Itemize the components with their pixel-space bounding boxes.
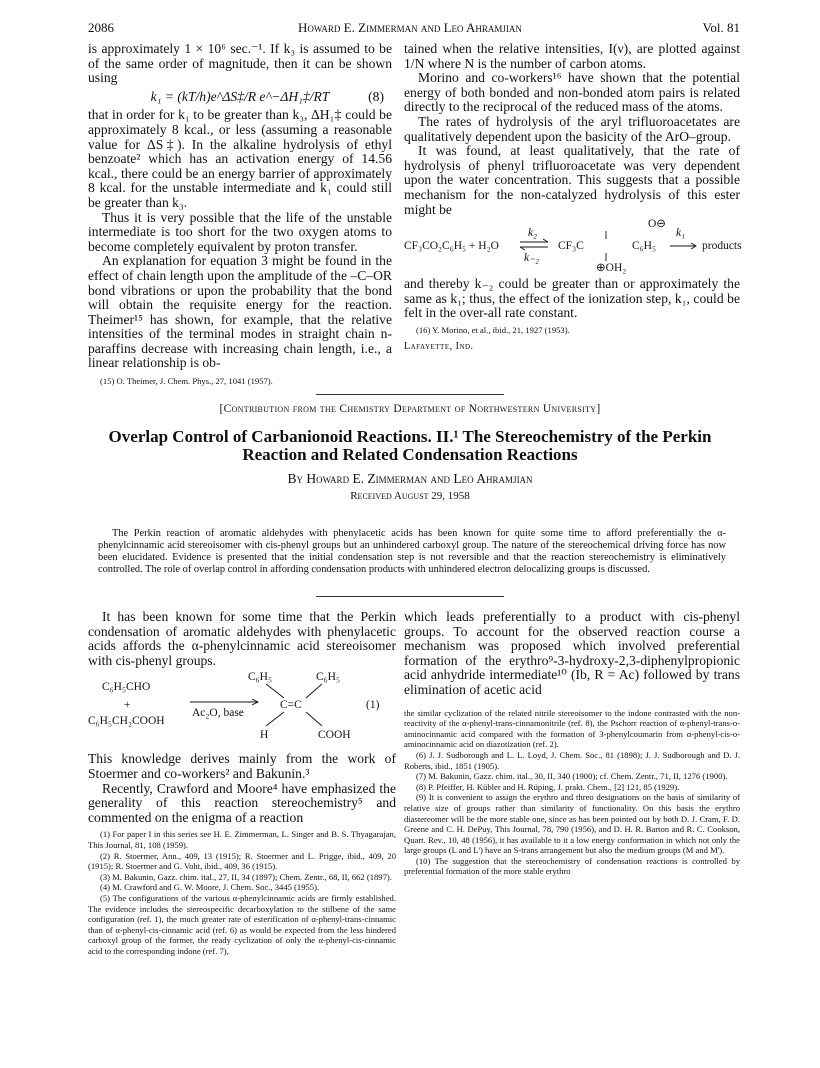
paragraph: Thus it is very possible that the life of the unstable intermediate is too short for the two oxygen atoms to become completely equivalent by proton transfer.	[88, 209, 392, 254]
footnote: (5) The configurations of the various α-phenylcinnamic acids are firmly established. The evidence includes the stereospecific decarboxylation to the stilbene of the same configuration (ref. 1), the much greater rate of esterification of α-phenyl-trans-cinnamic than of α-phenyl-cis-cinnamic acid (ref. 6) as would be expected from the less hindered carboxyl group of the former, the ready cyclization of only the α-phenyl-cis-cinnamic acid to the corresponding indone (ref. 7),	[88, 892, 396, 956]
received-date: Received August 29, 1958	[350, 490, 470, 502]
equation-8	[88, 90, 392, 105]
scheme-products: products	[702, 240, 742, 253]
footnote: (6) J. J. Sudborough and L. L. Loyd, J. Chem. Soc., 81 (1898); J. J. Sudborough and D. J. Roberts, ibid., 1851 (1905).	[404, 749, 740, 771]
scheme-ominus: O⊖	[648, 218, 666, 231]
paragraph: It was found, at least qualitatively, that the rate of hydrolysis of phenyl trifluoroacetate was very dependent upon the water concentration. This suggests that a possible mechanism for the non-catalyzed hydrolysis of this ester might be	[404, 143, 740, 217]
contribution-line: [Contribution from the Chemistry Department of Northwestern University]	[219, 403, 601, 415]
bottom-right-column	[404, 610, 740, 877]
footnote-16: (16) Y. Morino, et al., ibid., 21, 1927 (1953).	[416, 324, 570, 335]
equation-number: (8)	[368, 88, 384, 104]
footnote: (4) M. Crawford and G. W. Moore, J. Chem. Soc., 3445 (1955).	[100, 882, 320, 893]
footnote: the similar cyclization of the related nitrile stereoisomer to the indone contrasted with the non-reactivity of the α-phenyl-trans-cinnamonitrile (ref. 8), the Pschorr reaction of α-phenyl-trans-o-aminocinnamic acid compared with the formation of 3-phenylcoumarin from α-phenyl-cis-o-aminocinnamic acid on diazotization (ref. 2).	[404, 707, 740, 750]
running-head: Howard E. Zimmerman and Leo Ahramjian	[298, 20, 522, 35]
paragraph: The rates of hydrolysis of the aryl trifluoroacetates are qualitatively dependent upon the basicity of the ArO–group.	[404, 113, 740, 144]
top-right-column	[404, 42, 740, 354]
product-hydrogen: H	[260, 729, 269, 742]
page-number: 2086	[88, 20, 114, 35]
equation-number: (1)	[366, 699, 380, 712]
footnotes-left	[88, 829, 396, 956]
paragraph: and thereby k₋₂ could be greater than or approximately the same as k₁; thus, the effect of the ionization step, k₁, could be felt in the over-all rate constant.	[404, 276, 740, 321]
plus-sign: +	[124, 699, 131, 712]
footnote: (9) It is convenient to assign the erythro and threo designations on the basis of similarity of relative size of groups rather than similarity of functionality. On this basis the erythro diastereomer will be the more stable one, since as has been pointed out by both D. J. Cram, F. D. Greene and C. H. DePuy, This Journal, 78, 790 (1956), and D. H. R. Barton and R. C. Cookson, Quart. Rev., 10, 48 (1956), it has available to it a low energy conformation in which not only the large groups (L and L') have an S-trans arrangement but also the medium groups (M and M').	[404, 792, 740, 856]
paragraph: that in order for k₁ to be greater than k₃, ΔH₁‡ could be approximately 8 kcal., or less (assuming a reasonable value for ΔS‡). In the alkaline hydrolysis of ethyl benzoate² which has an activation energy of 14.56 kcal., there could be an energy barrier of approximately 8 kcal. for the unstable intermediate and k₁ could still be greater than k₃.	[88, 107, 392, 210]
paragraph: This knowledge derives mainly from the work of Stoermer and co-workers² and Bakunin.³	[88, 751, 396, 781]
footnote: (7) M. Bakunin, Gazz. chim. ital., 30, II, 340 (1900); cf. Chem. Zentr., 71, II, 1276 (1900).	[416, 771, 728, 782]
article-title-line-1: Overlap Control of Carbanionoid Reactions. II.¹ The Stereochemistry of the Perkin	[108, 427, 712, 446]
place: Lafayette, Ind.	[404, 340, 474, 352]
bottom-left-column	[88, 610, 396, 956]
product-carboxyl: COOH	[318, 729, 351, 742]
scheme-oh2: ⊕OH₂	[596, 262, 627, 275]
equilibrium-arrows	[520, 239, 550, 251]
forward-arrow	[670, 243, 698, 251]
paragraph: Morino and co-workers¹⁶ have shown that the potential energy of both bonded and non-bonded atom pairs is related directly to the reciprocal of the reduced mass of the atoms.	[404, 70, 740, 115]
scheme-k-2: k₋₂	[524, 252, 540, 265]
product-phenyl-1: C₆H₅	[248, 671, 272, 684]
scheme-intermediate: CF₃C	[558, 240, 584, 253]
paragraph: It has been known for some time that the Perkin condensation of aromatic aldehydes with phenylacetic acids affords the α-phenylcinnamic acid stereoisomer with cis-phenyl groups.	[88, 609, 396, 668]
scheme-reactant: CF₃CO₂C₆H₅ + H₂O	[404, 240, 499, 253]
paragraph: Recently, Crawford and Moore⁴ have emphasized the generality of this reaction stereochemistry⁵ and commented on the enigma of a reaction	[88, 780, 396, 825]
reactant-benzaldehyde: C₆H₅CHO	[102, 681, 151, 694]
equation-text: k₁ = (kT/h)e^ΔS‡/R e^−ΔH₁‡/RT	[150, 88, 330, 104]
footnote: (3) M. Bakunin, Gazz. chim. ital., 27, II, 34 (1897); Chem. Zentr., 68, II, 662 (1897).	[100, 871, 392, 882]
section-divider	[316, 394, 504, 395]
scheme-k1: k₁	[676, 227, 686, 240]
paragraph: An explanation for equation 3 might be found in the effect of chain length upon the amplitude of the –C–OR bond vibrations or upon the probability that the bond will obtain the requisite energy for the reaction. Theimer¹⁵ has shown, for example, that the relative intensities of the terminal modes in straight chain n-paraffins decrease with increasing chain length, i.e., a linear relationship is ob-	[88, 253, 392, 371]
reaction-conditions: Ac₂O, base	[192, 707, 244, 720]
footnotes-right	[404, 708, 740, 878]
footnote: (8) P. Pfeiffer, H. Kübler and H. Rüping, J. prakt. Chem., [2] 121, 85 (1929).	[416, 781, 680, 792]
perkin-reaction-scheme	[88, 668, 396, 752]
footnote: (10) The suggestion that the stereochemistry of condensation reactions is controlled by preferential formation of the more stable erythro	[404, 855, 740, 877]
product-phenyl-2: C₆H₅	[316, 671, 340, 684]
byline: By Howard E. Zimmerman and Leo Ahramjian	[287, 471, 533, 486]
footnote: (1) For paper I in this series see H. E. Zimmerman, L. Singer and B. S. Thyagarajan, This Journal, 81, 108 (1959).	[88, 829, 396, 850]
product-double-bond: C=C	[280, 699, 302, 712]
paragraph: tained when the relative intensities, I(ν), are plotted against 1/N where N is the number of carbon atoms.	[404, 41, 740, 71]
footnote-15: (15) O. Theimer, J. Chem. Phys., 27, 1041 (1957).	[100, 376, 273, 387]
paragraph: is approximately 1 × 10⁶ sec.⁻¹. If k₃ is assumed to be of the same order of magnitude, then it can be shown using	[88, 41, 392, 86]
abstract-divider	[316, 596, 504, 597]
reactant-phenylacetic-acid: C₆H₅CH₂COOH	[88, 715, 165, 728]
abstract: The Perkin reaction of aromatic aldehydes with phenylacetic acids has been known for quite some time to afford preferentially the α-phenylcinnamic acid stereoisomer with cis-phenyl groups but an unhindered carboxyl group. The nature of the stereochemical driving force has now been elucidated. Evidence is presented that the initial condensation step is not reversible and that the reaction stereochemistry is eliminatively controlled. The role of overlap control in affording condensation products with unhindered electron delocalizing groups is discussed.	[98, 528, 726, 575]
paragraph: which leads preferentially to a product with cis-phenyl groups. To account for the observed reaction course a mechanism was proposed which involved preferential formation of the erythro⁹-3-hydroxy-2,3-diphenylpropionic acid anhydride intermediate¹⁰ (Ib, R = Ac) followed by trans elimination of acetic acid	[404, 609, 740, 697]
volume: Vol. 81	[702, 20, 740, 35]
scheme-phenyl: C₆H₅	[632, 240, 656, 253]
hydrolysis-scheme	[404, 217, 740, 277]
article-title-line-2: Reaction and Related Condensation Reactions	[242, 445, 578, 464]
scheme-k2: k₂	[528, 227, 538, 240]
top-left-column	[88, 42, 392, 387]
footnote: (2) R. Stoermer, Ann., 409, 13 (1915); R. Stoermer and L. Prigge, ibid., 409, 20 (1915); R. Stoermer and G. Voht, ibid., 409, 36 (1915).	[88, 850, 396, 872]
